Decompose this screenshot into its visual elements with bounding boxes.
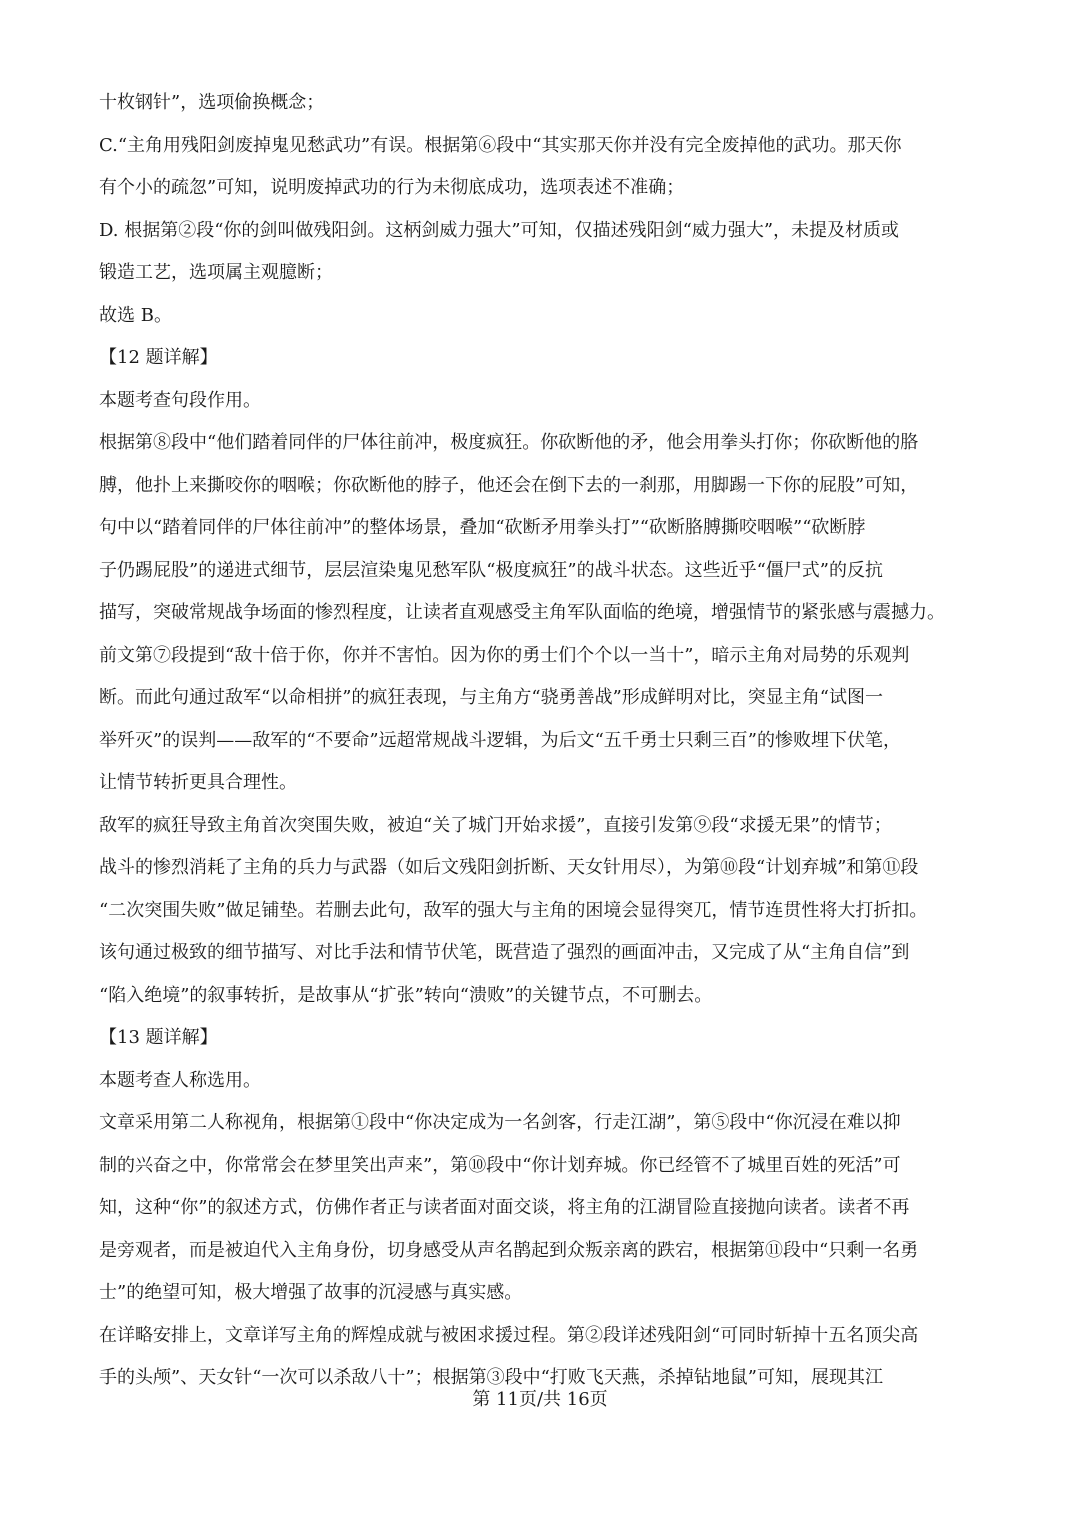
text-line: 知，这种“你”的叙述方式，仿佛作者正与读者面对面交谈，将主角的江湖冒险直接抛向读者。读者不再 — [99, 1197, 910, 1218]
text-line: 有个小的疏忽”可知，说明废掉武功的行为未彻底成功，选项表述不准确； — [99, 177, 685, 198]
text-line: D. 根据第②段“你的剑叫做残阳剑。这柄剑威力强大”可知，仅描述残阳剑“威力强大”，未提及材质或 — [99, 219, 900, 241]
text-line: 是旁观者，而是被迫代入主角身份，切身感受从声名鹊起到众叛亲离的跌宕，根据第⑪段中“只剩一名勇 — [99, 1239, 919, 1261]
text-line: 故选 B。 — [99, 304, 172, 326]
text-line: 断。而此句通过敌军“以命相拼”的疯狂表现，与主角方“骁勇善战”形成鲜明对比，突显主角“试图一 — [99, 687, 884, 708]
text-line: 制的兴奋之中，你常常会在梦里笑出声来”，第⑩段中“你计划弃城。你已经管不了城里百姓的死活”可 — [99, 1154, 901, 1176]
text-line: 战斗的惨烈消耗了主角的兵力与武器（如后文残阳剑折断、天女针用尽），为第⑩段“计划弃城”和第⑪段 — [99, 857, 919, 878]
section-heading: 【13 题详解】 — [99, 1027, 218, 1048]
text-line: 前文第⑦段提到“敌十倍于你，你并不害怕。因为你的勇士们个个以一当十”，暗示主角对局势的乐观判 — [99, 644, 910, 666]
text-line: 根据第⑧段中“他们踏着同伴的尸体往前冲，极度疯狂。你砍断他的矛，他会用拳头打你；你砍断他的胳 — [99, 432, 919, 453]
text-line: 十枚钢针”，选项偷换概念； — [99, 92, 325, 113]
text-line: 敌军的疯狂导致主角首次突围失败，被迫“关了城门开始求援”，直接引发第⑨段“求援无果”的情节； — [99, 814, 892, 836]
text-line: “二次突围失败”做足铺垫。若删去此句，敌军的强大与主角的困境会显得突兀，情节连贯性将大打折扣。 — [99, 899, 928, 921]
text-line: 该句通过极致的细节描写、对比手法和情节伏笔，既营造了强烈的画面冲击，又完成了从“主角自信”到 — [99, 942, 910, 963]
document-body — [99, 82, 983, 1400]
text-line: 文章采用第二人称视角，根据第①段中“你决定成为一名剑客，行走江湖”，第⑤段中“你沉浸在难以抑 — [99, 1112, 901, 1133]
text-line: 让情节转折更具合理性。 — [99, 772, 297, 793]
text-line: 句中以“踏着同伴的尸体往前冲”的整体场景，叠加“砍断矛用拳头打”“砍断胳膊撕咬咽喉”“砍断脖 — [99, 517, 866, 538]
text-line: 士”的绝望可知，极大增强了故事的沉浸感与真实感。 — [99, 1282, 523, 1303]
text-line: 在详略安排上，文章详写主角的辉煌成就与被困求援过程。第②段详述残阳剑“可同时斩掉十五名顶尖高 — [99, 1324, 919, 1346]
text-line: 举歼灭”的误判——敌军的“不要命”远超常规战斗逻辑，为后文“五千勇士只剩三百”的惨败埋下伏笔， — [99, 729, 902, 751]
text-line: C.“主角用残阳剑废掉鬼见愁武功”有误。根据第⑥段中“其实那天你并没有完全废掉他的武功。那天你 — [99, 134, 902, 156]
text-line: 子仍踢屁股”的递进式细节，层层渲染鬼见愁军队“极度疯狂”的战斗状态。这些近乎“僵尸式”的反抗 — [99, 559, 884, 581]
text-line: 本题考查句段作用。 — [99, 389, 261, 411]
text-line: “陷入绝境”的叙事转折，是故事从“扩张”转向“溃败”的关键节点，不可删去。 — [99, 984, 713, 1006]
text-line: 手的头颅”、天女针“一次可以杀敌八十”；根据第③段中“打败飞天燕，杀掉钻地鼠”可知，展现其江 — [99, 1367, 884, 1388]
text-line: 描写，突破常规战争场面的惨烈程度，让读者直观感受主角军队面临的绝境，增强情节的紧张感与震撼力。 — [99, 602, 945, 623]
text-line: 锻造工艺，选项属主观臆断； — [99, 262, 333, 283]
section-heading: 【12 题详解】 — [99, 347, 218, 368]
text-line: 膊，他扑上来撕咬你的咽喉；你砍断他的脖子，他还会在倒下去的一刹那，用脚踢一下你的屁股”可知， — [99, 474, 919, 496]
text-line: 本题考查人称选用。 — [99, 1069, 261, 1091]
page-number-footer: 第 11页/共 16页 — [472, 1389, 608, 1410]
